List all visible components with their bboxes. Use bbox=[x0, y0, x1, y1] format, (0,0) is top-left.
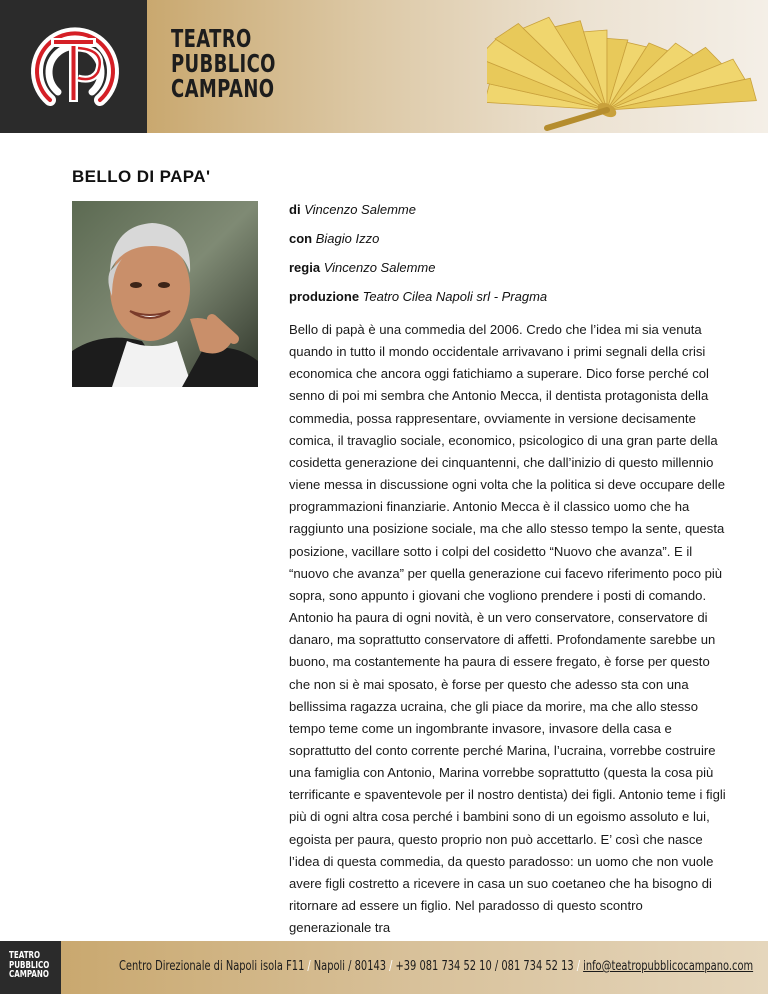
show-title: BELLO DI PAPA' bbox=[72, 167, 211, 186]
credits-list bbox=[289, 202, 729, 318]
footer-email-link[interactable]: info@teatropubblicocampano.com bbox=[583, 959, 754, 974]
page-header bbox=[0, 0, 768, 133]
credit-production: produzione Teatro Cilea Napoli srl - Pragma bbox=[289, 289, 548, 304]
footer-city: Napoli / 80143 bbox=[313, 959, 387, 974]
brand-name bbox=[171, 26, 276, 101]
brand-line-3: CAMPANO bbox=[171, 74, 275, 103]
credit-cast: con Biagio Izzo bbox=[289, 231, 380, 246]
show-sheet bbox=[0, 133, 768, 941]
actor-portrait-image bbox=[72, 201, 258, 387]
credit-director: regia Vincenzo Salemme bbox=[289, 260, 436, 275]
show-description: Bello di papà è una commedia del 2006. Credo che l’idea mi sia venuta quando in tutto il mondo occidentale arrivavano i primi segnali della crisi economica che ancora oggi fatichiamo a superare. Dico forse perché col senno di poi mi sembra che Antonio Mecca, il dentista protagonista della commedia, possa rappresentare, ovviamente in versione decisamente comica, il travaglio sociale, economico, psicologico di una gran parte della cosidetta generazione dei cinquantenni, che dall’inizio di questo millennio viene messa in discussione ogni volta che la politica si deve occupare delle programmazioni finanziarie. Antonio Mecca è il classico uomo che ha raggiunto una posizione sociale, ma che allo stesso tempo la sente, questa posizione, vacillare sotto i colpi del cosidetto “Nuovo che avanza”. E il “nuovo che avanza” per quella generazione cui facevo riferimento poco più sopra, sono appunto i giovani che vogliono prendere i posti di comando. Antonio ha paura di ogni novità, è un vero conservatore, conservatore di danaro, ma soprattutto conservatore di affetti. Profondamente sarebbe un buono, ma costantemente ha paura di essere fregato, è forse per questo che non si è mai sposato, è forse per questo che adesso sta con una bellissima ragazza ucraina, che gli piace da morire, ma che allo stesso tempo teme come un ingombrante invasore, invasore della casa e soprattutto del conto corrente perché Marina, l’ucraina, vorrebbe costruire una famiglia con Antonio, Marina vorrebbe soprattutto (questa la cosa più terrificante e spaventevole per il nostro dentista) dei figli. Antonio teme i figli più di ogni altra cosa perché i bambini sono di un egoismo assoluto e lui, egoista per paura, questo proprio non può accettarlo. E’ così che nasce l’idea di questa commedia, da questo paradosso: un uomo che non vuole avere figli costretto a ricevere in casa un suo coetaneo che ha bisogno di ritornare ad essere un figlio. Nel paradosso di questo scontro generazionale tra bbox=[289, 322, 726, 936]
folding-fan-icon bbox=[487, 0, 767, 133]
footer-phones: +39 081 734 52 10 / 081 734 52 13 bbox=[395, 959, 574, 974]
logo-panel bbox=[0, 0, 147, 133]
credit-author: di Vincenzo Salemme bbox=[289, 202, 416, 217]
brand-panel bbox=[147, 0, 768, 133]
brand-line-2: PUBBLICO bbox=[171, 49, 276, 78]
brand-line-1: TEATRO bbox=[171, 24, 252, 53]
footer-logo-text: TEATRO PUBBLICO CAMPANO bbox=[9, 950, 50, 980]
footer-address: Centro Direzionale di Napoli isola F11 bbox=[119, 959, 305, 974]
tp-monogram-logo-icon bbox=[0, 0, 147, 133]
footer-contact-bar bbox=[61, 941, 768, 994]
footer-contact-line: Centro Direzionale di Napoli isola F11 / Napoli / 80143 / +39 081 734 52 10 / 081 734 52 13 / info@teatropubblicocampano.com bbox=[119, 959, 754, 974]
footer-logo bbox=[0, 941, 61, 994]
page-footer bbox=[0, 941, 768, 994]
